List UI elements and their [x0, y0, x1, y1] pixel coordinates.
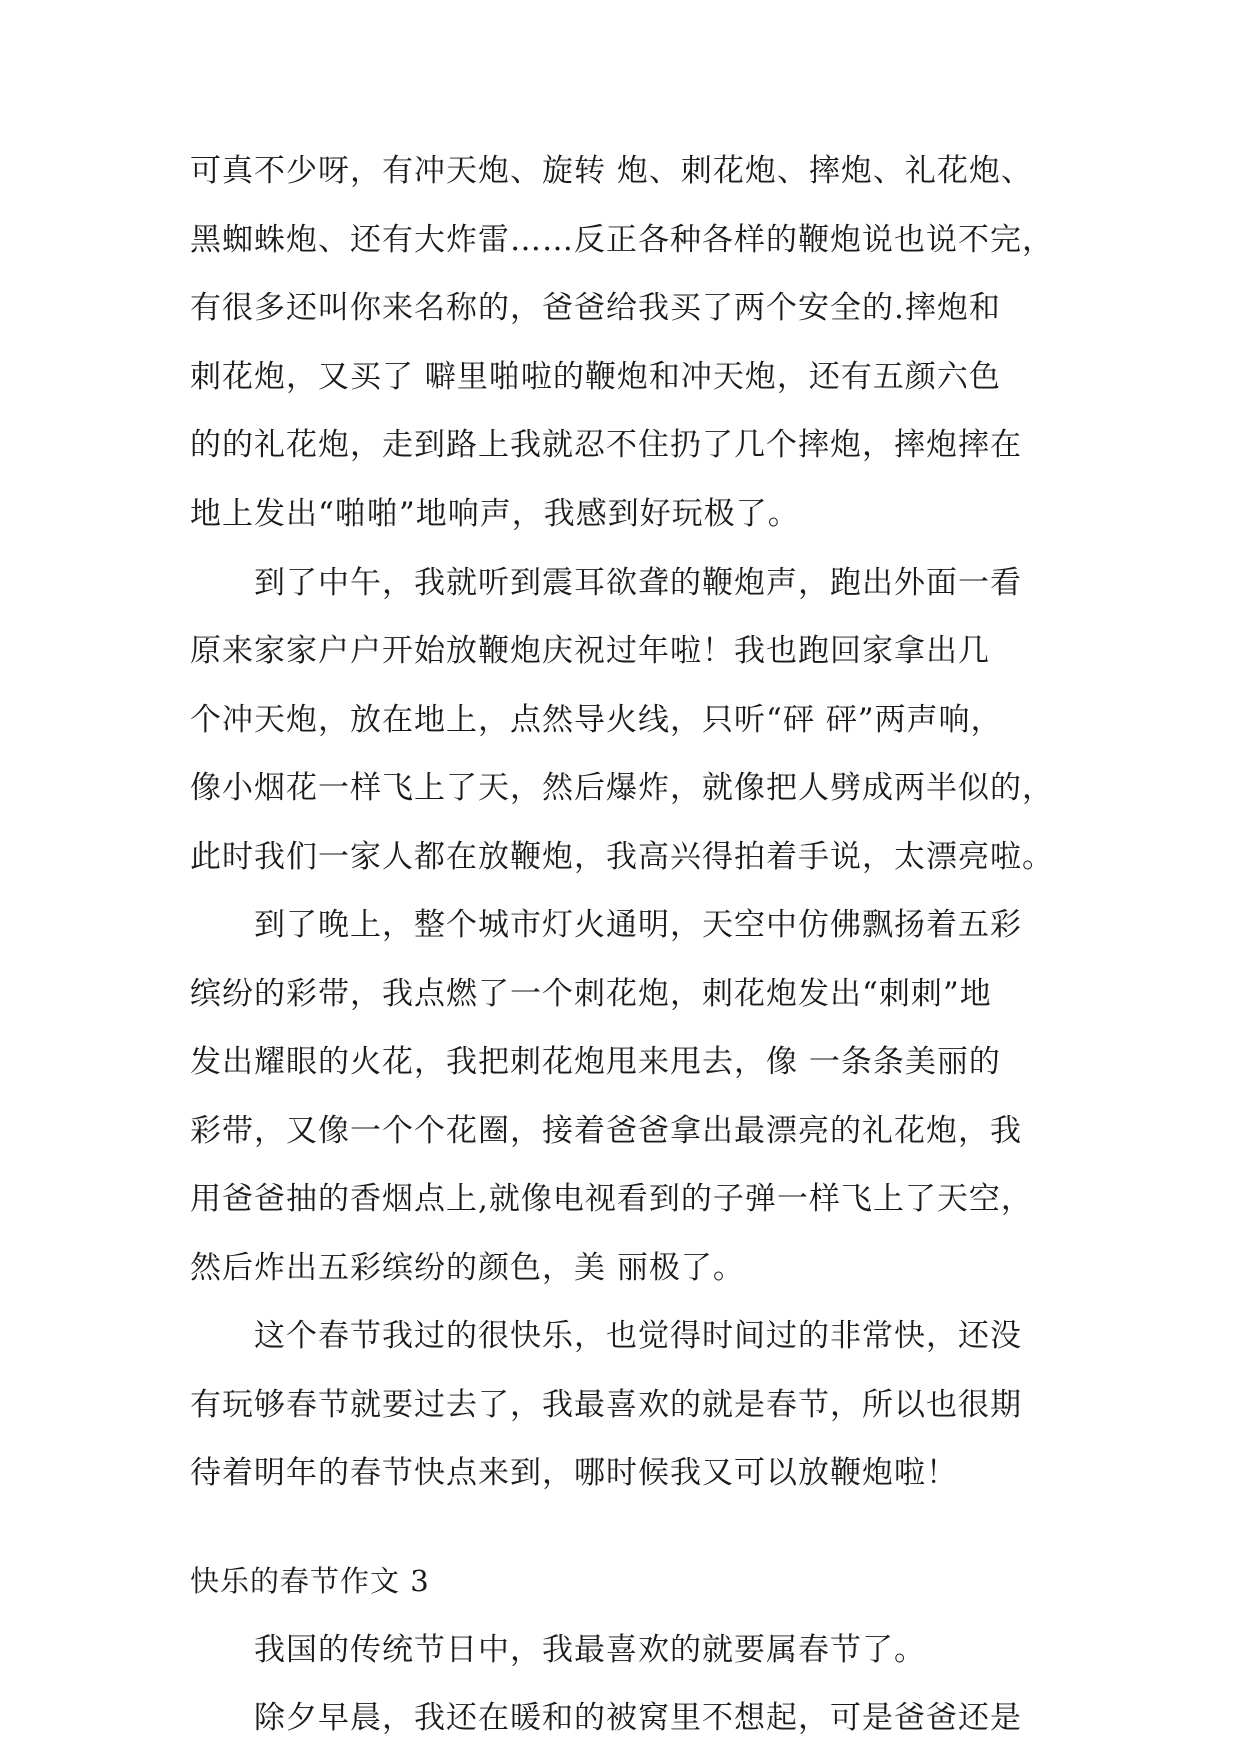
text-line: 有玩够春节就要过去了，我最喜欢的就是春节，所以也很期 — [190, 1387, 1022, 1423]
text-line: 可真不少呀，有冲天炮、旋转 炮、刺花炮、摔炮、礼花炮、 — [190, 153, 1033, 189]
text-line: 黑蜘蛛炮、还有大炸雷……反正各种各样的鞭炮说也说不完， — [190, 222, 1054, 258]
text-line: 发出耀眼的火花，我把刺花炮甩来甩去，像 一条条美丽的 — [190, 1044, 1001, 1080]
text-line: 的的礼花炮，走到路上我就忍不住扔了几个摔炮，摔炮摔在 — [190, 427, 1022, 463]
text-line: 用爸爸抽的香烟点上,就像电视看到的子弹一样飞上了天空， — [190, 1181, 1033, 1217]
text-line: 刺花炮，又买了 噼里啪啦的鞭炮和冲天炮，还有五颜六色 — [190, 359, 1001, 395]
text-line: 原来家家户户开始放鞭炮庆祝过年啦！我也跑回家拿出几 — [190, 633, 990, 669]
text-line: 彩带，又像一个个花圈，接着爸爸拿出最漂亮的礼花炮，我 — [190, 1113, 1022, 1149]
text-line: 到了晚上，整个城市灯火通明，天空中仿佛飘扬着五彩 — [190, 907, 1022, 943]
text-line: 缤纷的彩带，我点燃了一个刺花炮，刺花炮发出“刺刺”地 — [190, 976, 992, 1012]
text-line: 这个春节我过的很快乐，也觉得时间过的非常快，还没 — [190, 1318, 1022, 1354]
text-line: 地上发出“啪啪”地响声，我感到好玩极了。 — [190, 496, 800, 532]
text-line: 此时我们一家人都在放鞭炮，我高兴得拍着手说，太漂亮啦。 — [190, 839, 1054, 875]
text-line: 有很多还叫你来名称的，爸爸给我买了两个安全的.摔炮和 — [190, 290, 1001, 326]
text-line: 除夕早晨，我还在暖和的被窝里不想起，可是爸爸还是 — [190, 1700, 1022, 1736]
text-line: 我国的传统节日中，我最喜欢的就要属春节了。 — [190, 1632, 926, 1668]
text-line: 然后炸出五彩缤纷的颜色，美 丽极了。 — [190, 1250, 745, 1286]
text-line: 像小烟花一样飞上了天，然后爆炸，就像把人劈成两半似的， — [190, 770, 1054, 806]
text-line: 待着明年的春节快点来到，哪时候我又可以放鞭炮啦！ — [190, 1455, 958, 1491]
section-heading: 快乐的春节作文 3 — [190, 1564, 430, 1598]
text-line: 个冲天炮，放在地上，点然导火线，只听“砰 砰”两声响， — [190, 702, 1003, 738]
text-line: 到了中午，我就听到震耳欲聋的鞭炮声，跑出外面一看 — [190, 565, 1022, 601]
